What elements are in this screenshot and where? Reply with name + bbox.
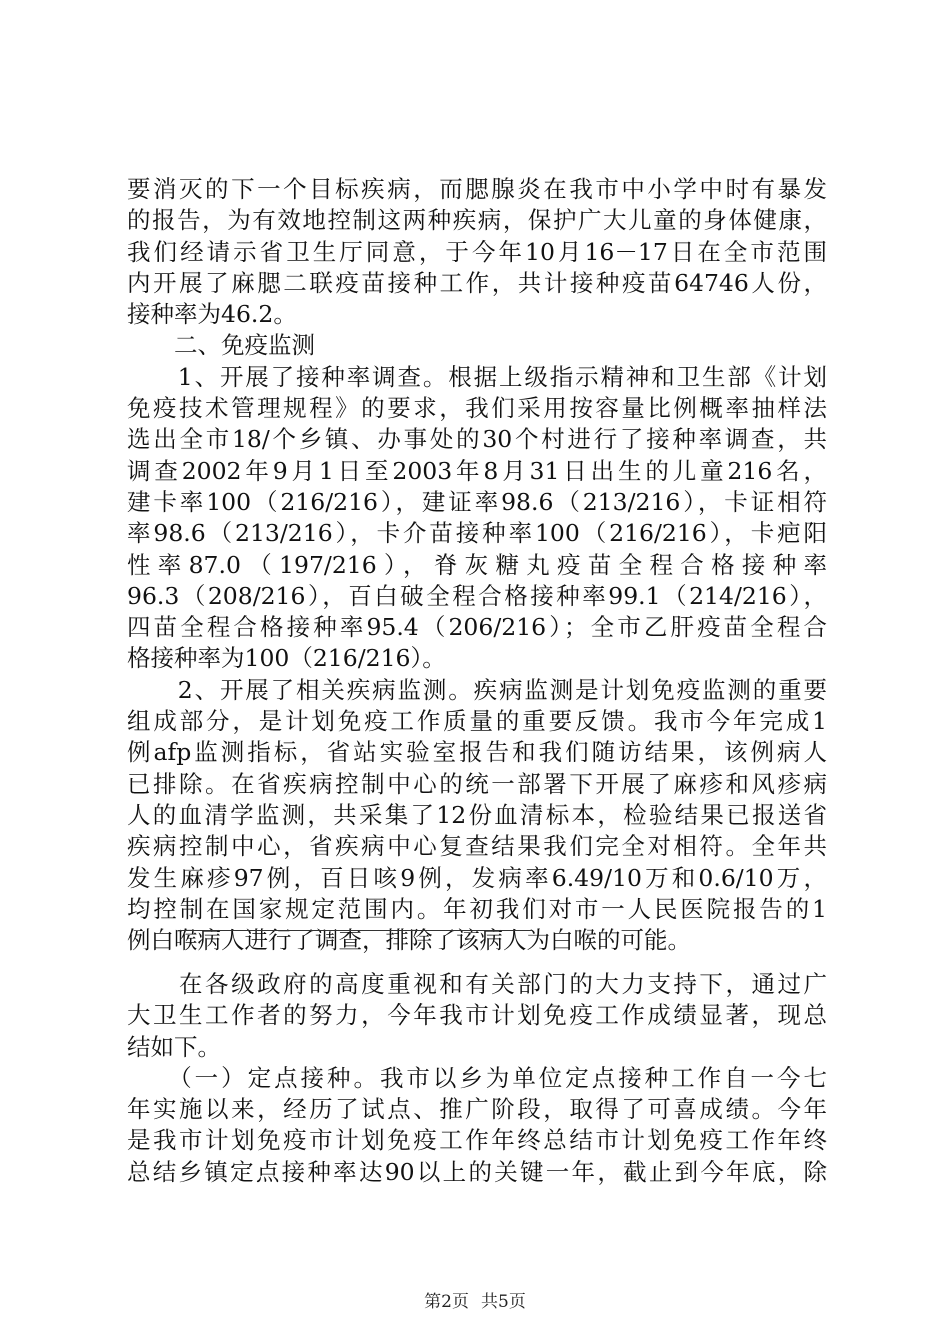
text-line: 我们经请示省卫生厅同意，于今年10月16－17日在全市范围	[127, 237, 827, 266]
text-line: 人的血清学监测，共采集了12份血清标本，检验结果已报送省	[127, 800, 827, 829]
text-line: 是我市计划免疫市计划免疫工作年终总结市计划免疫工作年终	[127, 1126, 827, 1155]
text-line: 调查2002年9月1日至2003年8月31日出生的儿童216名，	[127, 456, 827, 485]
section-divider	[178, 930, 533, 931]
text-line: 格接种率为100（216/216）。	[127, 644, 446, 673]
page-total: 共5页	[481, 1292, 526, 1312]
text-line: 率98.6（213/216），卡介苗接种率100（216/216），卡疤阳	[127, 519, 827, 548]
text-line: 建卡率100（216/216），建证率98.6（213/216），卡证相符	[127, 487, 827, 516]
section-heading: 二、免疫监测	[127, 331, 315, 360]
text-line: 均控制在国家规定范围内。年初我们对市一人民医院报告的1	[127, 894, 827, 923]
body-text-section-2	[127, 969, 827, 1188]
body-text-section-1	[127, 174, 827, 956]
text-line: 疾病控制中心，省疾病中心复查结果我们完全对相符。全年共	[127, 832, 827, 861]
text-line: 2、开展了相关疾病监测。疾病监测是计划免疫监测的重要	[127, 675, 827, 704]
page-number: 第2页	[424, 1292, 469, 1312]
text-line: 的报告，为有效地控制这两种疾病，保护广大儿童的身体健康，	[127, 206, 827, 235]
text-line: 总结乡镇定点接种率达90以上的关键一年，截止到今年底，除	[127, 1157, 827, 1186]
text-line: 例白喉病人进行了调查，排除了该病人为白喉的可能。	[127, 926, 691, 955]
text-line: 结如下。	[127, 1032, 221, 1061]
text-line: 四苗全程合格接种率95.4（206/216）；全市乙肝疫苗全程合	[127, 613, 827, 642]
text-line: 组成部分，是计划免疫工作质量的重要反馈。我市今年完成1	[127, 707, 827, 736]
text-line: 1、开展了接种率调查。根据上级指示精神和卫生部《计划	[127, 362, 827, 391]
text-line: 内开展了麻腮二联疫苗接种工作，共计接种疫苗64746人份，	[127, 268, 827, 297]
text-line: 在各级政府的高度重视和有关部门的大力支持下，通过广	[127, 970, 827, 998]
text-line: （一）定点接种。我市以乡为单位定点接种工作自一今七	[127, 1063, 827, 1092]
text-line: 接种率为46.2。	[127, 300, 297, 329]
text-line: 96.3（208/216），百白破全程合格接种率99.1（214/216），	[127, 581, 827, 610]
text-line: 性率87.0（197/216），脊灰糖丸疫苗全程合格接种率	[127, 550, 827, 579]
text-line: 免疫技术管理规程》的要求，我们采用按容量比例概率抽样法	[127, 394, 827, 423]
text-line: 年实施以来，经历了试点、推广阶段，取得了可喜成绩。今年	[127, 1095, 827, 1124]
text-line: 要消灭的下一个目标疾病，而腮腺炎在我市中小学中时有暴发	[127, 175, 827, 203]
page-footer	[0, 1290, 950, 1314]
text-line: 已排除。在省疾病控制中心的统一部署下开展了麻疹和风疹病	[127, 769, 827, 798]
text-line: 选出全市18/个乡镇、办事处的30个村进行了接种率调查，共	[127, 425, 827, 454]
text-line: 例afp监测指标，省站实验室报告和我们随访结果，该例病人	[127, 738, 827, 767]
text-line: 发生麻疹97例，百日咳9例，发病率6.49/10万和0.6/10万，	[127, 863, 827, 892]
text-line: 大卫生工作者的努力，今年我市计划免疫工作成绩显著，现总	[127, 1001, 827, 1030]
